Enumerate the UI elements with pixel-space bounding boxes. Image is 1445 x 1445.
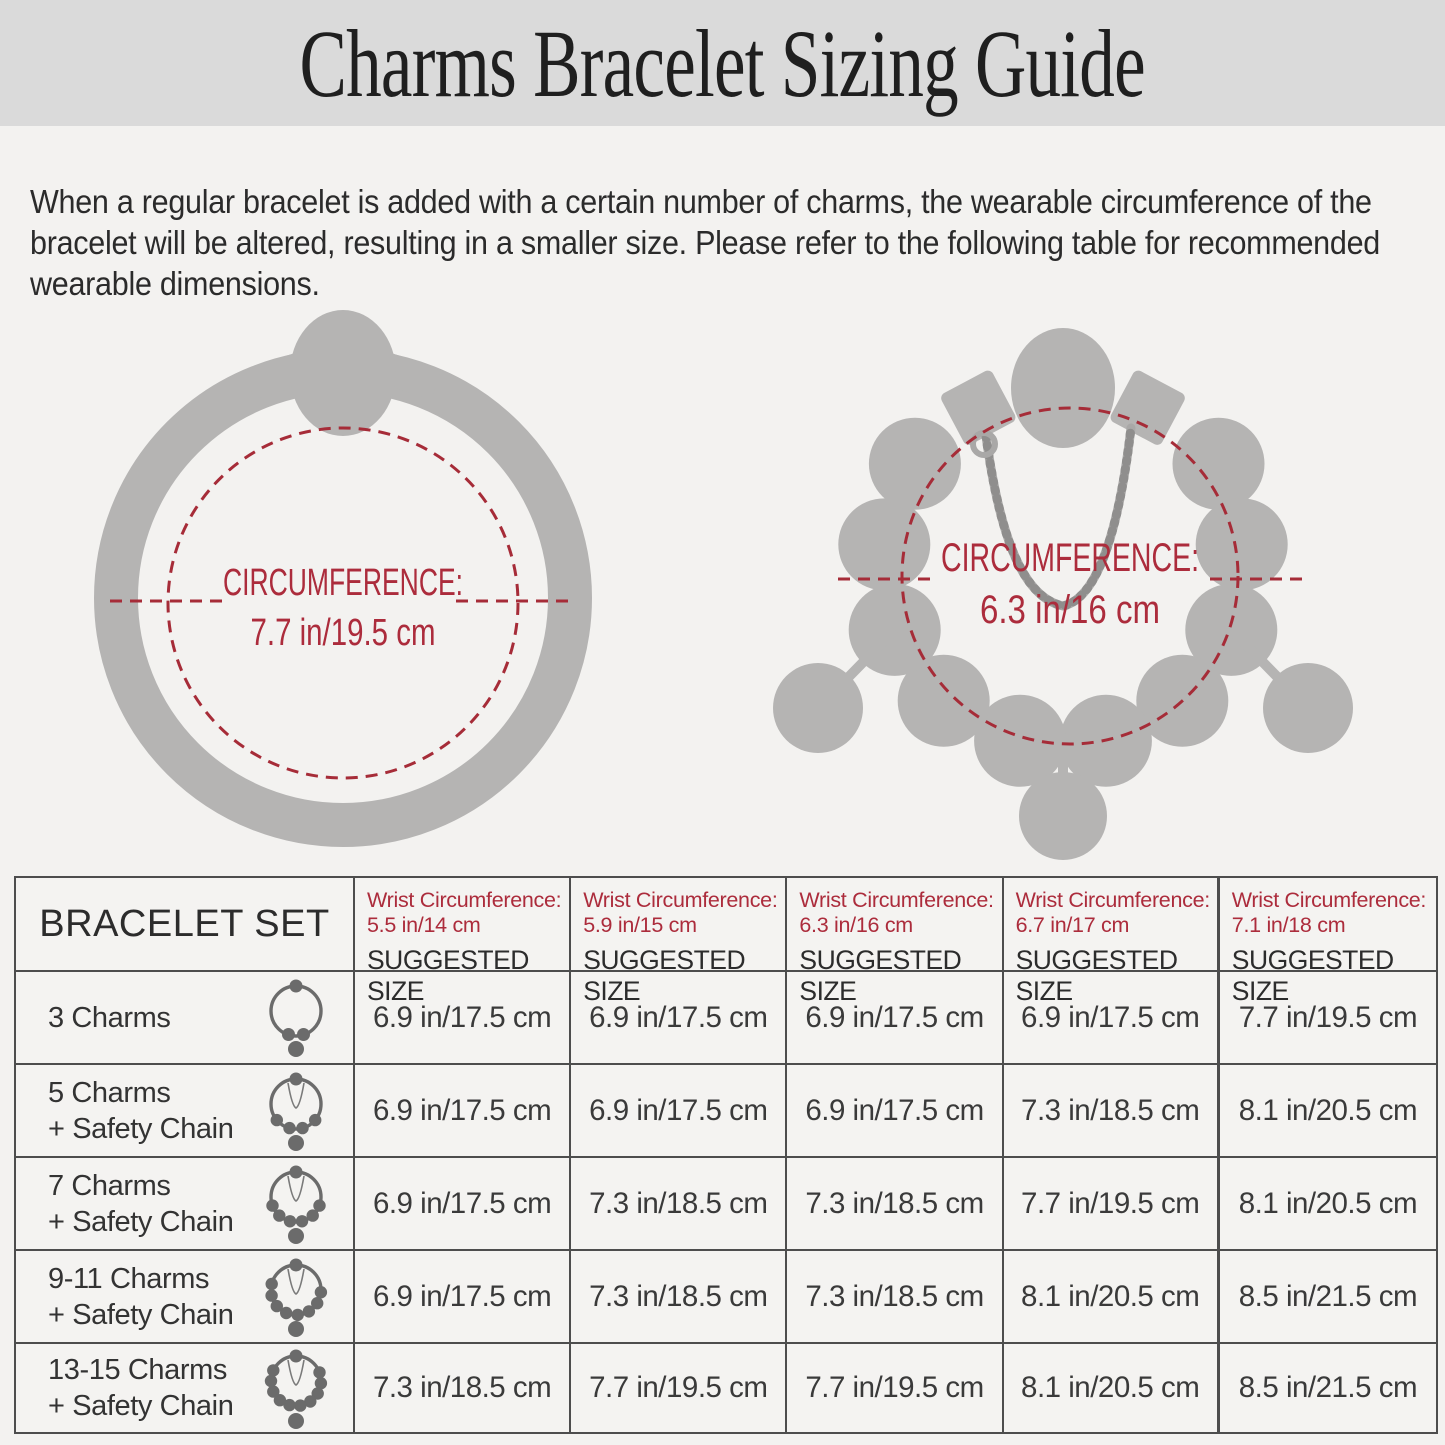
- intro-paragraph: When a regular bracelet is added with a certain number of charms, the wearable circumference of the bracelet will be altered, resulting in a smaller size. Please refer to the following table for recommended wearable dimensions.: [30, 183, 1380, 302]
- sizing-table: [14, 876, 1438, 1434]
- size-cell: 8.5 in/21.5 cm: [1238, 1371, 1418, 1404]
- column-header-bracelet-set: BRACELET SET: [16, 878, 355, 972]
- size-cell: 7.7 in/19.5 cm: [1004, 1158, 1220, 1251]
- bracelet-set-cell: 7 Charms + Safety Chain: [16, 1158, 355, 1251]
- wrist-circumference-label: Wrist Circumference: 6.3 in/16 cm: [799, 888, 994, 937]
- clasp: [1011, 328, 1115, 448]
- column-header-size-5: [1220, 878, 1436, 1006]
- bracelet-3-charms-icon: [256, 973, 336, 1063]
- plain-bracelet-diagram: [58, 283, 628, 875]
- size-cell: 7.3 in/18.5 cm: [787, 1158, 1003, 1251]
- bracelet-set-cell: 9-11 Charms + Safety Chain: [16, 1251, 355, 1344]
- size-cell: 6.9 in/17.5 cm: [355, 1251, 571, 1344]
- bracelet-set-cell: 13-15 Charms + Safety Chain: [16, 1344, 355, 1432]
- size-cell: 8.1 in/20.5 cm: [1220, 1065, 1436, 1158]
- size-cell: 6.9 in/17.5 cm: [787, 972, 1003, 1065]
- size-cell: 6.9 in/17.5 cm: [571, 972, 787, 1065]
- size-cell: 7.7 in/19.5 cm: [1220, 972, 1436, 1065]
- circumference-value: 6.3 in/16 cm: [980, 588, 1160, 632]
- bracelet-7-charms-icon: [256, 1159, 336, 1249]
- circumference-value: 7.7 in/19.5 cm: [250, 612, 436, 654]
- dangle-charm-left: [773, 663, 863, 753]
- table-row-7-charms: [16, 1158, 1436, 1251]
- column-header-size-1: [355, 878, 571, 1006]
- dangle-charm-bottom: [1019, 772, 1107, 860]
- table-row-13-15-charms: [16, 1344, 1436, 1432]
- size-cell: 7.7 in/19.5 cm: [571, 1344, 787, 1432]
- size-cell: 6.9 in/17.5 cm: [355, 1158, 571, 1251]
- wrist-circumference-label: Wrist Circumference: 5.9 in/15 cm: [583, 888, 778, 937]
- bracelet-9-11-charms-icon: [256, 1252, 336, 1342]
- size-cell: 7.3 in/18.5 cm: [571, 1251, 787, 1344]
- table-row-9-11-charms: [16, 1251, 1436, 1344]
- size-cell: 8.1 in/20.5 cm: [1004, 1251, 1220, 1344]
- size-cell: 6.9 in/17.5 cm: [355, 1065, 571, 1158]
- size-cell: 7.7 in/19.5 cm: [787, 1344, 1003, 1432]
- clasp: [290, 310, 396, 436]
- column-header-size-4: [1004, 878, 1220, 1006]
- bracelet-5-charms-icon: [256, 1066, 336, 1156]
- wrist-circumference-label: Wrist Circumference: 6.7 in/17 cm: [1015, 888, 1210, 937]
- table-header-row: [16, 878, 1436, 1006]
- size-cell: 7.3 in/18.5 cm: [787, 1251, 1003, 1344]
- size-cell: 7.3 in/18.5 cm: [1004, 1065, 1220, 1158]
- size-cell: 6.9 in/17.5 cm: [787, 1065, 1003, 1158]
- size-cell: 7.3 in/18.5 cm: [355, 1344, 571, 1432]
- suggested-size-label: SUGGESTED SIZE: [583, 945, 746, 1006]
- circumference-label: CIRCUMFERENCE:: [223, 562, 463, 604]
- suggested-size-label: SUGGESTED SIZE: [799, 945, 962, 1006]
- column-header-size-2: [571, 878, 787, 1006]
- suggested-size-label: SUGGESTED SIZE: [1231, 945, 1394, 1006]
- circumference-label: CIRCUMFERENCE:: [941, 536, 1199, 580]
- size-cell: 6.9 in/17.5 cm: [571, 1065, 787, 1158]
- size-cell: 7.3 in/18.5 cm: [571, 1158, 787, 1251]
- header-band: [0, 0, 1445, 126]
- table-row-3-charms: [16, 972, 1436, 1065]
- page-title: Charms Bracelet Sizing Guide: [299, 9, 1146, 117]
- wrist-circumference-label: Wrist Circumference: 7.1 in/18 cm: [1231, 888, 1427, 937]
- charm-bracelet-diagram: [718, 276, 1408, 868]
- column-header-size-3: [787, 878, 1003, 1006]
- suggested-size-label: SUGGESTED SIZE: [1015, 945, 1178, 1006]
- size-cell: 6.9 in/17.5 cm: [1004, 972, 1220, 1065]
- table-row-5-charms: [16, 1065, 1436, 1158]
- wrist-circumference-label: Wrist Circumference: 5.5 in/14 cm: [367, 888, 562, 937]
- bracelet-13-15-charms-icon: [256, 1343, 336, 1433]
- bracelet-set-cell: 5 Charms + Safety Chain: [16, 1065, 355, 1158]
- size-cell: 8.1 in/20.5 cm: [1220, 1158, 1436, 1251]
- size-cell: 8.5 in/21.5 cm: [1220, 1251, 1436, 1344]
- suggested-size-label: SUGGESTED SIZE: [367, 945, 529, 1006]
- size-cell: 8.1 in/20.5 cm: [1004, 1344, 1220, 1432]
- size-cell: 6.9 in/17.5 cm: [355, 972, 571, 1065]
- dangle-charm-right: [1263, 663, 1353, 753]
- bracelet-set-cell: 3 Charms: [16, 972, 355, 1065]
